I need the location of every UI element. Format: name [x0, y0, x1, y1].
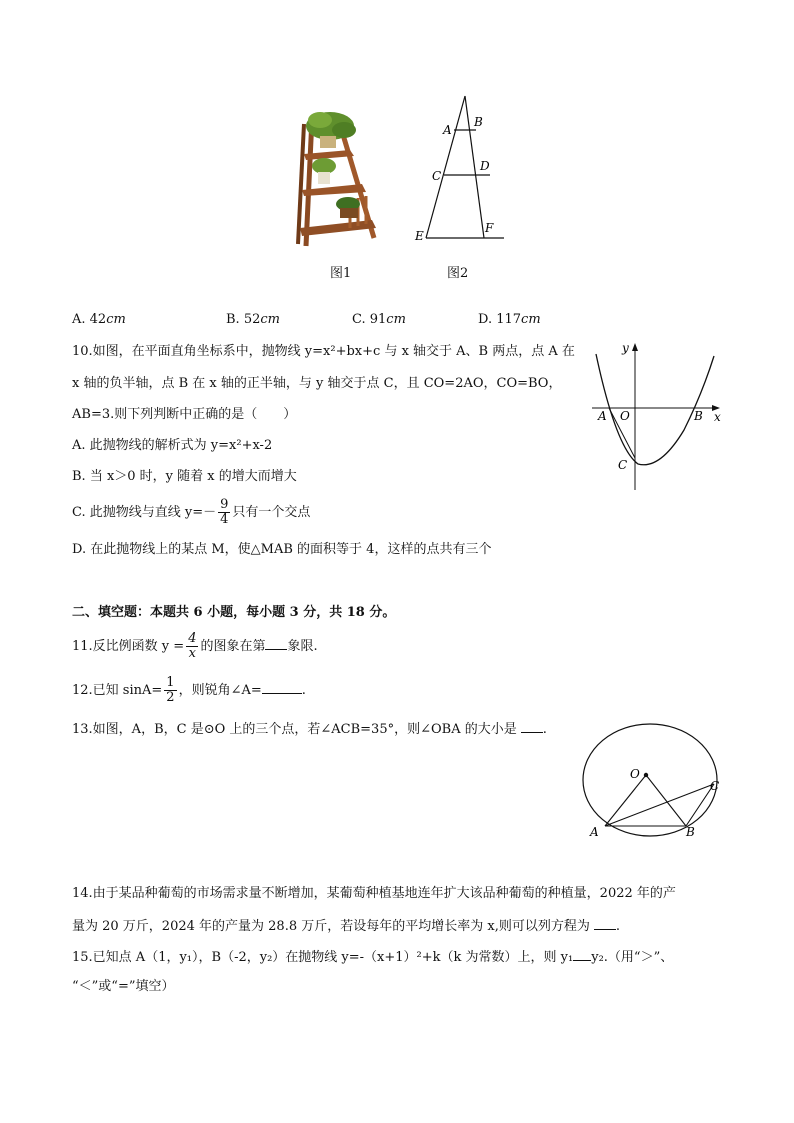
- label-A: A: [590, 825, 599, 839]
- q12: 12.已知 sinA= $\frac{1}{2}$ ，则锐角∠A= .: [72, 675, 306, 705]
- label-D: D: [480, 159, 490, 173]
- q10-option-a: A. 此抛物线的解析式为 y=x²+x-2: [72, 438, 273, 453]
- label-E: E: [415, 229, 424, 243]
- q15-line-2: “＜”或“=”填空）: [72, 979, 175, 994]
- label-C: C: [432, 169, 442, 183]
- q10-line-1: 10.如图，在平面直角坐标系中，抛物线 y=x²+bx+c 与 x 轴交于 A、B 两点，点 A 在: [72, 344, 575, 359]
- label-B: B: [474, 115, 483, 129]
- plant-shelf-image: [290, 104, 382, 250]
- figure-2-caption: 图2: [447, 266, 469, 281]
- q10-graph: [588, 338, 728, 494]
- label-C: C: [710, 779, 720, 793]
- q15-line-1: 15.已知点 A（1，y₁），B（-2，y₂）在抛物线 y=-（x+1）²+k（k 为常数）上，则 y₁ y₂.（用“＞”、: [72, 946, 673, 968]
- q14-line-2: 量为 20 万斤，2024 年的产量为 28.8 万斤，若设每年的平均增长率为 x,则可以列方程为 .: [72, 915, 620, 937]
- q13: 13.如图，A，B，C 是⊙O 上的三个点，若∠ACB=35°，则∠OBA 的大小是 .: [72, 718, 547, 740]
- parabola-graph: [588, 338, 728, 494]
- q10-line-3: AB=3.则下列判断中正确的是（ ）: [72, 407, 297, 422]
- label-A: A: [443, 123, 452, 137]
- point-B-label: B: [694, 409, 703, 423]
- fraction-9-4: $\frac{9}{4}$: [220, 497, 229, 527]
- q14-answer-blank[interactable]: [594, 915, 616, 930]
- q11: 11.反比例函数 y = $\frac{4}{x}$ 的图象在第 象限.: [72, 631, 318, 661]
- section-2-heading: 二、填空题：本题共 6 小题，每小题 3 分，共 18 分。: [72, 605, 396, 620]
- figure-1: [290, 104, 382, 250]
- label-B: B: [686, 825, 695, 839]
- q9-option-a: A. 42cm: [72, 312, 126, 327]
- q10-line-2: x 轴的负半轴，点 B 在 x 轴的正半轴，与 y 轴交于点 C，且 CO=2AO，CO=BO，: [72, 376, 562, 391]
- label-O: O: [630, 767, 640, 781]
- label-F: F: [485, 221, 494, 235]
- q14-line-1: 14.由于某品种葡萄的市场需求量不断增加，某葡萄种植基地连年扩大该品种葡萄的种植量，2022 年的产: [72, 886, 676, 901]
- circle-diagram: [580, 722, 730, 842]
- q13-figure: [580, 722, 730, 842]
- q9-option-c: C. 91cm: [352, 312, 406, 327]
- ladder-diagram: [410, 92, 510, 252]
- point-A-label: A: [598, 409, 607, 423]
- q9-option-b: B. 52cm: [226, 312, 280, 327]
- q10-option-b: B. 当 x＞0 时，y 随着 x 的增大而增大: [72, 469, 297, 484]
- fraction-4-x: $\frac{4}{x}$: [188, 631, 197, 661]
- q13-answer-blank[interactable]: [521, 718, 543, 733]
- fraction-1-2: $\frac{1}{2}$: [166, 675, 175, 705]
- figure-1-caption: 图1: [330, 266, 352, 281]
- q10-option-c: C. 此抛物线与直线 y=－ $\frac{9}{4}$ 只有一个交点: [72, 497, 311, 527]
- q12-answer-blank[interactable]: [262, 679, 302, 694]
- x-axis-label: x: [714, 410, 721, 424]
- q15-answer-blank[interactable]: [573, 946, 591, 961]
- q9-option-d: D. 117cm: [478, 312, 541, 327]
- y-axis-label: y: [622, 341, 629, 355]
- q10-option-d: D. 在此抛物线上的某点 M，使△MAB 的面积等于 4，这样的点共有三个: [72, 542, 492, 557]
- point-C-label: C: [618, 458, 628, 472]
- q11-answer-blank[interactable]: [265, 635, 287, 650]
- figure-2: [410, 92, 510, 252]
- point-O-label: O: [620, 409, 630, 423]
